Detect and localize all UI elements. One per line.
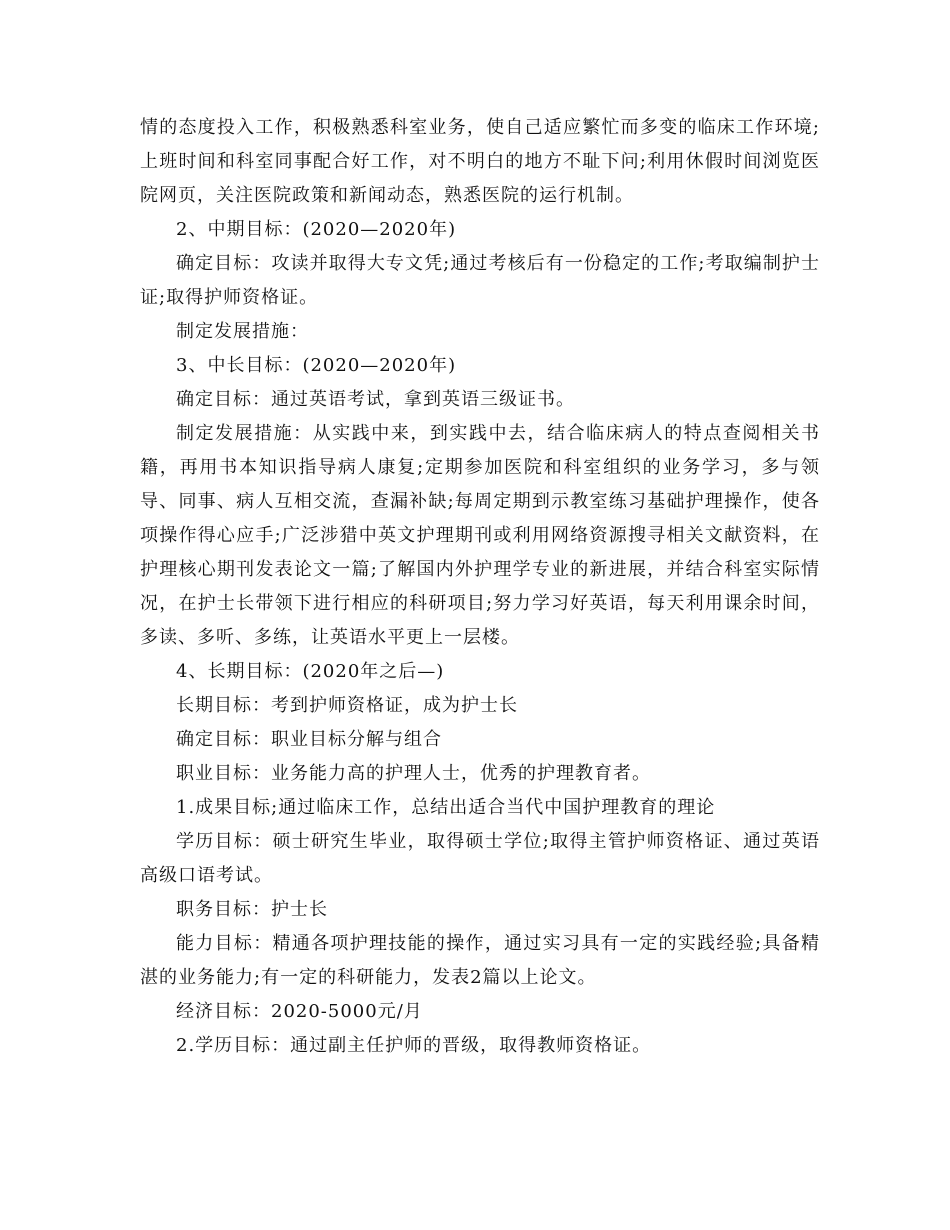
- paragraph-education-target: 学历目标：硕士研究生毕业，取得硕士学位;取得主管护师资格证、通过英语高级口语考试。: [140, 831, 820, 886]
- paragraph-mid-term-measures: 制定发展措施：: [176, 321, 309, 342]
- heading-long-term-goal: 4、长期目标：(2020年之后—): [176, 661, 445, 682]
- paragraph-work-attitude: 情的态度投入工作，积极熟悉科室业务，使自己适应繁忙而多变的临床工作环境;上班时间和科室同事配合好工作，对不明白的地方不耻下问;利用休假时间浏览医院网页，关注医院政策和新闻动态，熟悉医院的运行机制。: [140, 117, 820, 206]
- paragraph-position-target: 职务目标：护士长: [176, 899, 328, 920]
- paragraph-career-target: 职业目标：业务能力高的护理人士，优秀的护理教育者。: [176, 763, 651, 784]
- heading-mid-term-goal: 2、中期目标：(2020—2020年): [176, 219, 457, 240]
- paragraph-long-term-target: 长期目标：考到护师资格证，成为护士长: [176, 695, 518, 716]
- paragraph-ability-target: 能力目标：精通各项护理技能的操作，通过实习具有一定的实践经验;具备精湛的业务能力;有一定的科研能力，发表2篇以上论文。: [140, 933, 820, 988]
- paragraph-education-target-2: 2.学历目标：通过副主任护师的晋级，取得教师资格证。: [176, 1035, 652, 1056]
- paragraph-mid-long-term-targets: 确定目标：通过英语考试，拿到英语三级证书。: [176, 389, 575, 410]
- paragraph-economic-target: 经济目标：2020-5000元/月: [176, 1001, 423, 1022]
- paragraph-determine-target: 确定目标：职业目标分解与组合: [176, 729, 442, 750]
- paragraph-mid-term-targets: 确定目标：攻读并取得大专文凭;通过考核后有一份稳定的工作;考取编制护士证;取得护师资格证。: [140, 253, 820, 308]
- document-body: [140, 111, 820, 1063]
- paragraph-achievement-target: 1.成果目标;通过临床工作，总结出适合当代中国护理教育的理论: [176, 797, 716, 818]
- paragraph-mid-long-term-measures: 制定发展措施：从实践中来，到实践中去，结合临床病人的特点查阅相关书籍，再用书本知识指导病人康复;定期参加医院和科室组织的业务学习，多与领导、同事、病人互相交流，查漏补缺;每周定期到示教室练习基础护理操作，使各项操作得心应手;广泛涉猎中英文护理期刊或利用网络资源搜寻相关文献资料，在护理核心期刊发表论文一篇;了解国内外护理学专业的新进展，并结合科室实际情况，在护士长带领下进行相应的科研项目;努力学习好英语，每天利用课余时间，多读、多听、多练，让英语水平更上一层楼。: [140, 423, 820, 648]
- heading-mid-long-term-goal: 3、中长目标：(2020—2020年): [176, 355, 457, 376]
